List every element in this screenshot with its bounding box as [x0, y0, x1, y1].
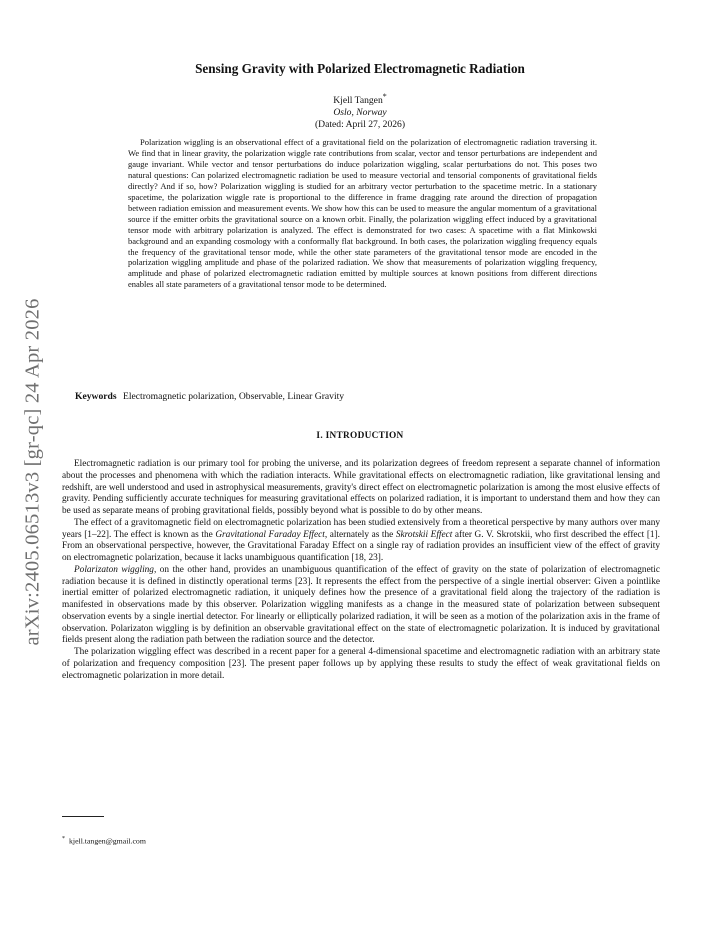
- paragraph-2-part-c: after G. V. Skrotskii, who first described the effect [1]. From an observational perspective, however, the Gravitational Faraday Effect on a single ray of radiation provides an insufficient view of the effect of gravity on electromagnetic polarization, because it lacks unambiguous quantification [18, 23].: [62, 529, 661, 563]
- footnote: [62, 836, 146, 846]
- paragraph-2-part-a: The effect of a gravitomagnetic field on electromagnetic polarization has been studied extensively from a theoretical perspective by many authors over many years [1–22]. The effect is known as the: [62, 517, 660, 540]
- keywords-text: Electromagnetic polarization, Observable, Linear Gravity: [122, 391, 345, 402]
- term-polarization-wiggling: Polarizaton wiggling: [74, 564, 154, 575]
- term-skrotskii-effect: Skrotskii Effect: [395, 529, 453, 540]
- keywords-label: Keywords: [75, 391, 117, 402]
- term-gravitational-faraday-effect: Gravitational Faraday Effect: [215, 529, 325, 540]
- footnote-rule: [62, 816, 104, 817]
- author-footnote-mark: *: [382, 92, 387, 101]
- paragraph-2-part-b: , alternately as the: [324, 529, 396, 540]
- author-block: [0, 91, 720, 131]
- paragraph-3: [62, 565, 660, 647]
- paragraph-1: Electromagnetic radiation is our primary tool for probing the universe, and its polarization degrees of freedom represent a separate channel of information about the processes and phenomena with which the radiation interacts. While gravitational effects on electromagnetic radiation, like gravitational lensing and redshift, are well understood and used in astrophysical measurements, gravity's direct effect on electromagnetic polarization is among the most elusive effects of gravity. Pending sufficiently accurate techniques for measuring gravitational effects on polarized radiation, it is important to understand them and how they can be used as separate means of probing gravitational fields, possibly beyond what is possible to do by other means.: [62, 459, 660, 516]
- arxiv-identifier: arXiv:2405.06513v3 [gr-qc] 24 Apr 2026: [21, 298, 44, 646]
- author-line: [0, 91, 720, 107]
- body-text: [62, 459, 660, 682]
- arxiv-sidebar-stamp: [14, 262, 52, 682]
- paragraph-2: [62, 518, 660, 565]
- paper-title: Sensing Gravity with Polarized Electromagnetic Radiation: [195, 61, 525, 76]
- paragraph-3-text: , on the other hand, provides an unambiguous quantification of the effect of gravity on the state of polarization of electromagnetic radiation because it is defined in distinctly operational terms [23]. It represents the effect from the perspective of a single inertial observer: Given a pointlike inertial emitter of polarized electromagnetic radiation, it uniquely defines how the presence of a gravitational field along the trajectory of the radiation is manifested in observations made by this observer. Polarization wiggling manifests as a change in the measured state of polarization between subsequent observation events by a single inertial detector. For linearly or elliptically polarized radiation, it will be seen as a motion of the polarization axis in the frame of observation. Polarizaton wiggling is by definition an observable gravitational effect on the state of electromagnetic polarization. It is induced by gravitational fields present along the radiation path between the radiation source and the detector.: [62, 564, 660, 646]
- author-email: kjell.tangen@gmail.com: [69, 836, 146, 846]
- author-affiliation: Oslo, Norway: [333, 107, 387, 119]
- paragraph-4: The polarization wiggling effect was described in a recent paper for a general 4-dimensional spacetime and electromagnetic radiation with an arbitrary state of polarization and frequency composition [23]. The present paper follows up by applying these results to study the effect of weak gravitational fields on electromagnetic polarization in more detail.: [62, 647, 660, 681]
- dated-line: (Dated: April 27, 2026): [314, 119, 406, 131]
- keywords-line: [75, 391, 655, 402]
- footnote-mark: *: [62, 836, 65, 842]
- abstract: Polarization wiggling is an observational effect of a gravitational field on the polarization of electromagnetic radiation traversing it. We find that in linear gravity, the polarization wiggle rate contributions from scalar, vector and tensor perturbations are independent and gauge invariant. While vector and tensor perturbations do induce polarization wiggling, scalar perturbations do not. This poses two natural questions: Can polarized electromagnetic radiation be used to measure vectorial and tensorial components of gravitational fields directly? And if so, how? Polarization wiggling is studied for an arbitrary vector perturbation to the spacetime metric. In a stationary spacetime, the polarization wiggle rate is proportional to the difference in frame dragging rate around the direction of propagation between radiation emission and measurement events. We show how this can be used to measure the angular momentum of a gravitational source if the emitter orbits the gravitational source on a known orbit. Finally, the polarization wiggling effect induced by a gravitational tensor mode with arbitrary polarization is analyzed. The effect is demonstrated for two cases: A spacetime with a flat Minkowski background and an expanding cosmology with a conformally flat background. In both cases, the polarization wiggling frequency equals the frequency of the gravitational tensor mode, while the other state parameters of the gravitational tensor mode are encoded in the polarization wiggling amplitude and phase of the polarized radiation. We show that measurements of polarization wiggling frequency, amplitude and phase of polarized electromagnetic radiation emitted by multiple sources at known positions from different directions enables all state parameters of a gravitational tensor mode to be determined.: [128, 137, 597, 290]
- author-name: Kjell Tangen: [333, 95, 383, 107]
- section-heading-introduction: I. INTRODUCTION: [316, 431, 404, 441]
